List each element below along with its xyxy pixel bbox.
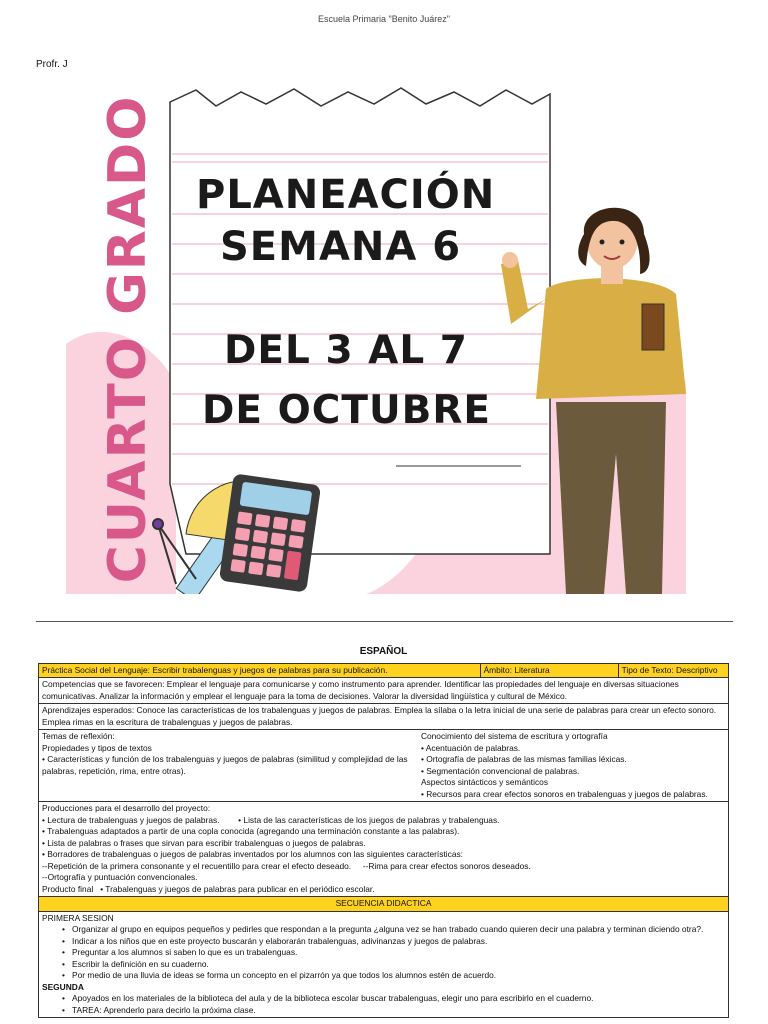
producciones-cell	[39, 802, 729, 897]
teacher-name: Profr. J	[36, 59, 68, 70]
producciones-line: --Ortografía y puntuación convencionales.	[42, 872, 198, 882]
segunda-item: • Apoyados en los materiales de la biblioteca del aula y de la biblioteca escolar buscar trabalenguas, elegir uno para escribirlo en el cuaderno.	[42, 993, 725, 1005]
lesson-plan	[38, 646, 729, 1018]
temas-right-line: Aspectos sintácticos y semánticos	[420, 777, 549, 787]
horizontal-rule	[36, 621, 733, 622]
secuencia-row	[39, 897, 729, 912]
producciones-line: • Lista de palabras o frases que sirvan para escribir trabalenguas o juegos de palabras.	[42, 837, 366, 848]
plan-table	[38, 663, 729, 1019]
primera-item: • Organizar al grupo en equipos pequeños y pedirles que respondan a la pregunta ¿alguna vez se han trabado cuando quieren decir una palabra y terminan diciendo otra?.	[42, 924, 725, 936]
competencias-row	[39, 678, 729, 704]
sesiones-cell	[39, 911, 729, 1018]
segunda-sesion-title: SEGUNDA	[42, 981, 84, 992]
producciones-line: Producto final • Trabalenguas y juegos de palabras para publicar en el periódico escolar.	[42, 883, 375, 894]
producciones-line: --Repetición de la primera consonante y el recuentillo para crear el efecto deseado. --Rima para crear efectos sonoros deseados.	[42, 860, 531, 871]
subject-title: ESPAÑOL	[359, 646, 408, 657]
temas-right	[418, 730, 728, 801]
cover-date-line2: DE OCTUBRE	[202, 388, 492, 433]
practice-row	[39, 663, 729, 678]
segunda-item: • TAREA: Aprenderlo para decirlo la próxima clase.	[42, 1005, 725, 1017]
temas-left	[39, 730, 418, 801]
practice-cell: Práctica Social del Lenguaje: Escribir trabalenguas y juegos de palabras para su publicación.	[39, 663, 481, 678]
temas-right-line: Conocimiento del sistema de escritura y ortografía	[420, 731, 608, 741]
competencias-cell: Competencias que se favorecen: Emplear el lenguaje para comunicarse y como instrumento para aprender. Identificar las propiedades del lenguaje en diversas situaciones comunicativas. Analizar la información y emplear el lenguaje para la toma de decisiones. Valorar la diversidad lingüística y cultural de México.	[39, 678, 729, 704]
temas-left-line: Temas de reflexión:	[42, 731, 115, 741]
tipo-cell: Tipo de Texto: Descriptivo	[618, 663, 728, 678]
calculator	[219, 473, 321, 592]
temas-left-line: Propiedades y tipos de textos	[42, 742, 152, 753]
ambito-cell: Ámbito: Literatura	[480, 663, 618, 678]
producciones-row	[39, 802, 729, 897]
producciones-line: • Lectura de trabalenguas y juegos de palabras. • Lista de las características de los juegos de palabras y trabalenguas.	[42, 814, 500, 825]
temas-right-line: • Recursos para crear efectos sonoros en trabalenguas y juegos de palabras.	[420, 788, 708, 799]
primera-item: • Por medio de una lluvia de ideas se forma un concepto en el pizarrón ya que todos los alumnos estén de acuerdo.	[42, 970, 725, 982]
cover-date-line1: DEL 3 AL 7	[224, 328, 468, 373]
primera-item: • Indicar a los niños que en este proyecto buscarán y elaborarán trabalenguas, adivinanzas y juegos de palabras.	[42, 936, 725, 948]
aprendizajes-cell: Aprendizajes esperados: Conoce las características de los trabalenguas y juegos de palabras. Emplea la sílaba o la letra inicial de una serie de palabras para crear un efecto sonoro. Emplea rimas en la escritura de trabalenguas y juegos de palabras.	[39, 704, 729, 730]
cover-grade-text: CUARTO GRADO	[98, 94, 158, 584]
producciones-line: • Trabalenguas adaptados a partir de una copla conocida (agregando una terminación constante a las palabras).	[42, 826, 460, 836]
cover-title-line2: SEMANA 6	[220, 224, 462, 270]
primera-item: • Preguntar a los alumnos si saben lo que es un trabalenguas.	[42, 947, 725, 959]
temas-row	[39, 730, 729, 802]
producciones-line: Producciones para el desarrollo del proyecto:	[42, 803, 211, 813]
secuencia-title: SECUENCIA DIDACTICA	[39, 897, 729, 912]
cover-title-line1: PLANEACIÓN	[196, 172, 496, 218]
cover-illustration	[66, 84, 701, 594]
school-name: Escuela Primaria "Benito Juárez"	[318, 14, 450, 22]
sesiones-row	[39, 911, 729, 1018]
temas-left-line: • Características y función de los trabalenguas y juegos de palabras (similitud y complejidad de las palabras, repetición, rima, entre otras).	[42, 754, 408, 776]
temas-right-line: • Segmentación convencional de palabras.	[420, 765, 580, 776]
primera-sesion-title: PRIMERA SESION	[42, 912, 114, 923]
temas-right-line: • Acentuación de palabras.	[420, 742, 521, 753]
primera-item: • Escribir la definición en su cuaderno.	[42, 959, 725, 971]
temas-cell	[39, 730, 729, 802]
producciones-line: • Borradores de trabalenguas o juegos de palabras inventados por los alumnos con las siguientes características:	[42, 849, 463, 859]
temas-right-line: • Ortografía de palabras de las mismas familias léxicas.	[420, 754, 627, 764]
aprendizajes-row	[39, 704, 729, 730]
